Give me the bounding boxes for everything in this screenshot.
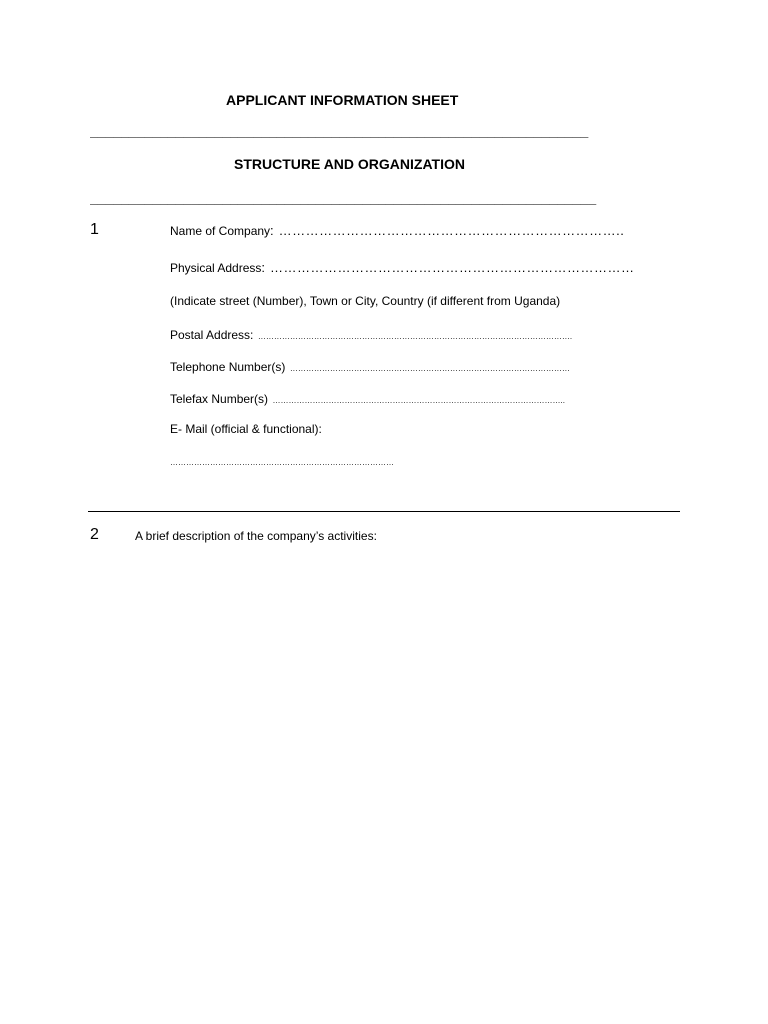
company-name-dots: …………………………………………………………………..: [278, 223, 625, 238]
telephone-dots: ……………………………………………………………………………………………: [289, 364, 570, 373]
physical-address-label: Physical Address: [170, 261, 262, 275]
company-name-colon: :: [270, 223, 275, 238]
title-underline: ________________________________________________________________: [90, 123, 589, 139]
section-1-number: 1: [90, 221, 99, 238]
physical-address-colon: :: [261, 260, 266, 275]
address-instruction-note: (Indicate street (Number), Town or City, Country (if different from Uganda): [170, 294, 561, 308]
section-2-number: 2: [90, 526, 99, 543]
telefax-field[interactable]: [170, 390, 565, 408]
heading-underline: _________________________________________________________________: [90, 190, 597, 206]
physical-address-dots: ………………………………………………………………………: [269, 260, 635, 275]
company-name-label: Name of Company: [170, 224, 271, 238]
company-name-field[interactable]: [170, 222, 624, 240]
section-divider: [88, 511, 680, 512]
postal-address-dots: ……………………………………………………………………………………………………….: [257, 332, 573, 341]
physical-address-field[interactable]: [170, 259, 634, 277]
telefax-dots: ………………………………………………………………………………………………..: [272, 396, 565, 405]
section-heading: STRUCTURE AND ORGANIZATION: [234, 156, 465, 172]
telephone-field[interactable]: [170, 358, 570, 376]
email-label: E- Mail (official & functional):: [170, 422, 322, 436]
postal-address-label: Postal Address:: [170, 328, 254, 342]
activities-description-label: A brief description of the company’s activities:: [135, 529, 377, 543]
postal-address-field[interactable]: [170, 326, 572, 344]
telefax-label: Telefax Number(s): [170, 392, 269, 406]
email-dots[interactable]: …………………………………………………………………………: [170, 458, 394, 467]
telephone-label: Telephone Number(s): [170, 360, 286, 374]
page-title: APPLICANT INFORMATION SHEET: [226, 92, 459, 108]
